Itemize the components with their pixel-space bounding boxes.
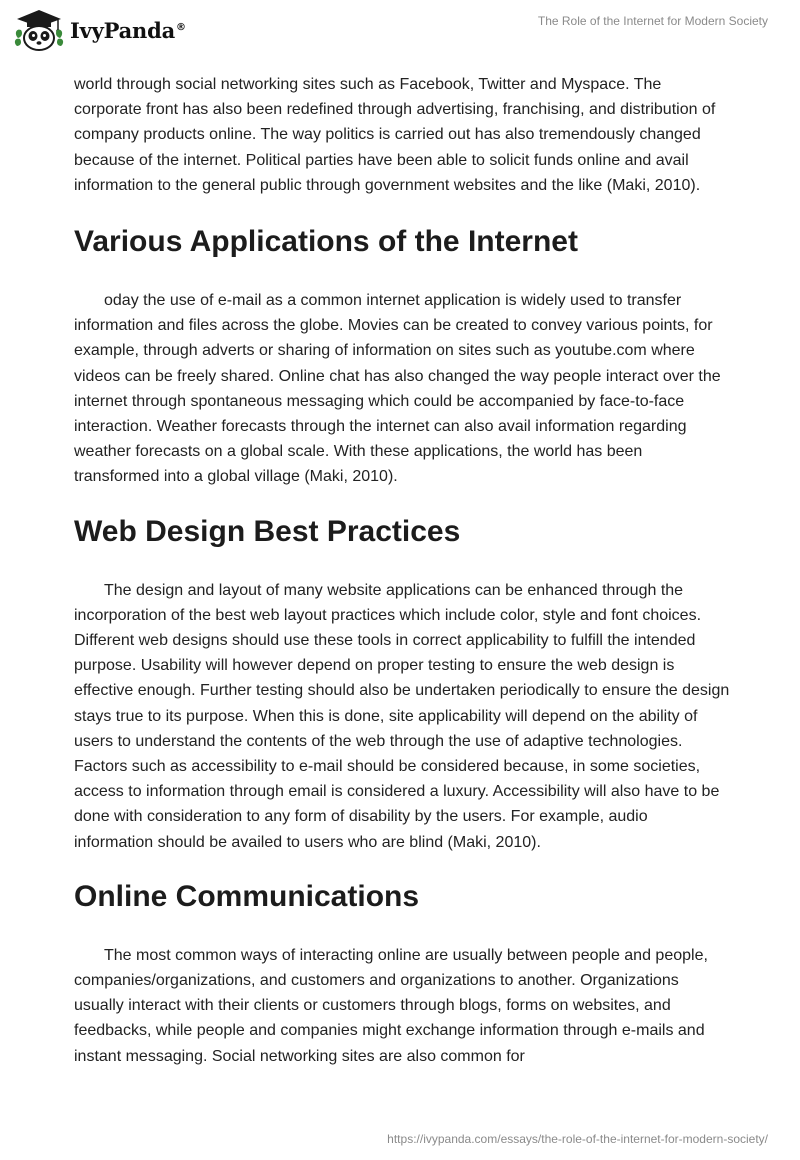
logo-wordmark: IvyPanda®: [70, 17, 186, 43]
heading-web-design: Web Design Best Practices: [74, 514, 461, 548]
paragraph-web-design: The design and layout of many website applications can be enhanced through the incorporation of the best web layout practices which include color, style and font choices. Different web designs should use these tools in correct applicability to fulfill the intended purpose. Usability will however depend on proper testing to ensure the web design is effective enough. Further testing should also be undertaken periodically to ensure the design stays true to its purpose. When this is done, site applicability will depend on the ability of users to understand the contents of the web through the use of adaptive technologies. Factors such as accessibility to e-mail should be considered because, in some societies, access to information through email is considered a luxury. Accessibility will also have to be done with consideration to any form of disability by the users. For example, audio information should be availed to users who are blind (Maki, 2010).: [74, 581, 730, 851]
paragraph-online-communications: The most common ways of interacting online are usually between people and people, companies/organizations, and customers and organizations to another. Organizations usually interact with their clients or customers through blogs, forms on websites, and feedbacks, while people and companies might exchange information through e-mails and instant messaging. Social networking sites are also common for: [74, 946, 708, 1065]
source-url-link[interactable]: https://ivypanda.com/essays/the-role-of-the-internet-for-modern-society/: [387, 1132, 768, 1146]
heading-various-applications: Various Applications of the Internet: [74, 225, 578, 259]
ivypanda-logo[interactable]: [14, 8, 186, 52]
registered-mark: ®: [176, 21, 186, 33]
panda-mortarboard-icon: [14, 8, 64, 52]
page-header: [0, 0, 800, 60]
paragraph-intro-continued: world through social networking sites such as Facebook, Twitter and Myspace. The corporate front has also been redefined through advertising, franchising, and distribution of company products online. The way politics is carried out has also tremendously changed because of the internet. Political parties have been able to solicit funds online and avail information to the general public through government websites and the like (Maki, 2010).: [74, 76, 716, 194]
heading-online-communications: Online Communications: [74, 879, 420, 913]
document-title: The Role of the Internet for Modern Society: [537, 14, 768, 28]
paragraph-applications: oday the use of e-mail as a common internet application is widely used to transfer information and files across the globe. Movies can be created to convey various points, for example, through adverts or sharing of information on sites such as youtube.com where videos can be freely shared. Online chat has also changed the way people interact over the internet through spontaneous messaging which could be accompanied by face-to-face interaction. Weather forecasts through the internet can also avail information regarding weather forecasts on a global scale. With these applications, the world has been transformed into a global village (Maki, 2010).: [74, 292, 721, 486]
essay-content: [74, 70, 730, 1069]
